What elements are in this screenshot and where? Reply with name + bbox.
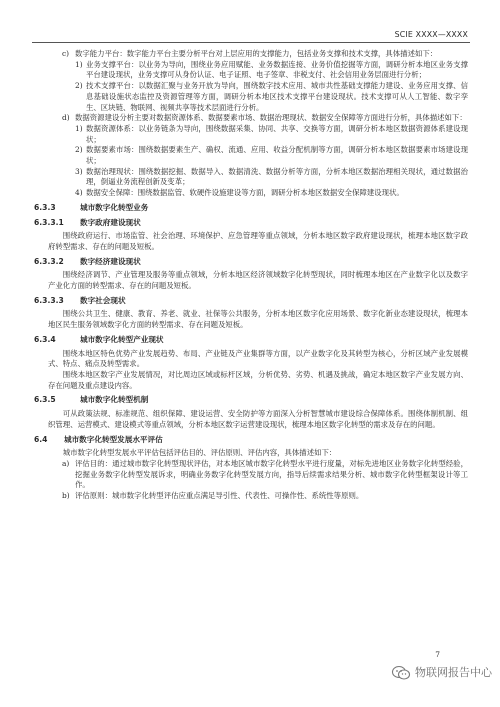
wechat-icon bbox=[391, 665, 411, 681]
section-heading bbox=[34, 395, 468, 406]
sub-marker: 3) bbox=[75, 166, 83, 176]
standard-code: SCIE XXXX—XXXX bbox=[394, 30, 468, 39]
list-item-b bbox=[48, 491, 468, 502]
section-heading bbox=[34, 335, 468, 346]
header-divider bbox=[32, 42, 470, 43]
watermark bbox=[391, 665, 492, 681]
section-number: 6.3.3.3 bbox=[34, 295, 64, 305]
section-number: 6.3.3.2 bbox=[34, 256, 64, 266]
section-heading bbox=[34, 218, 468, 229]
item-marker: a) bbox=[62, 458, 70, 468]
section-paragraph: 围绕经济调节、产业管理及服务等重点领域，分析本地区经济领域数字化转型现状，同时梳理本地区在产业数字化以及数字产业化方面的转型需求、存在的问题及短板。 bbox=[48, 270, 468, 291]
sub-marker: 1) bbox=[75, 59, 83, 69]
sub-marker: 2) bbox=[75, 145, 83, 155]
item-marker: b) bbox=[62, 491, 70, 501]
sub-text: 技术支撑平台：以数据汇聚与业务开放为导向，围绕数字技术应用、城市共性基础支撑能力建设、业务应用支撑、信息基础设施状态监控及资源管理等方面，调研分析本地区技术支撑平台建设现状。技术支撑可从人工智能、数字孪生、区块链、物联网、视频共享等技术层面进行分析。 bbox=[86, 81, 468, 112]
item-text: 数字能力平台：数字能力平台主要分析平台对上层应用的支撑能力，包括业务支撑和技术支撑，具体描述如下： bbox=[75, 49, 438, 58]
section-paragraph: 围绕政府运行、市场监管、社会治理、环境保护、应急管理等重点领域，分析本地区数字政府建设现状，梳理本地区数字政府转型需求、存在的问题及短板。 bbox=[48, 231, 468, 251]
section-paragraph: 围绕本地区特色优势产业发展趋势、布局、产业链及产业集群等方面，以产业数字化及其转型为核心，分析区域产业发展模式、特点、痛点及转型需求。 bbox=[48, 348, 468, 369]
item-text: 数据资源建设分析主要对数据资源体系、数据要素市场、数据治理现状、数据安全保障等方面进行分析，具体描述如下： bbox=[75, 113, 467, 123]
section-number: 6.3.3 bbox=[34, 202, 56, 212]
section-title: 数字经济建设现状 bbox=[80, 256, 141, 266]
section-heading bbox=[34, 296, 468, 307]
page-number: 7 bbox=[435, 650, 440, 659]
section-title: 数字政府建设现状 bbox=[80, 217, 141, 227]
section-heading bbox=[34, 257, 468, 268]
section-number: 6.3.5 bbox=[34, 395, 56, 405]
item-text: 评估原则：城市数字化转型评估应重点满足导引性、代表性、可操作性、系统性等原则。 bbox=[75, 491, 364, 501]
item-marker: c) bbox=[62, 49, 70, 58]
section-paragraph: 围绕公共卫生、健康、教育、养老、就业、社保等公共服务，分析本地区数字化应用场景、数字化新业态建设现状，梳理本地区民生服务领域数字化方面的转型需求、存在问题及短板。 bbox=[48, 309, 468, 330]
section-paragraph: 可从政策法规、标准规范、组织保障、建设运营、安全防护等方面深入分析智慧城市建设综合保障体系。围绕体制机制、组织管理、运营模式、建设模式等重点领域，分析本地区数字运营建设现状，梳理本地区数字化转型的需求及存在的问题。 bbox=[48, 409, 468, 429]
section-heading bbox=[34, 203, 468, 214]
sub-text: 数据治理现状：围绕数据挖掘、数据导入、数据清洗、数据分析等方面，分析本地区数据治理相关现状，通过数据治理，倒逼业务流程创新及变革； bbox=[86, 166, 468, 187]
section-title: 数字社会现状 bbox=[80, 295, 126, 305]
sub-text: 数据安全保障：围绕数据监管、软硬件设施建设等方面，调研分析本地区数据安全保障建设现状。 bbox=[86, 188, 404, 198]
section-paragraph: 围绕本地区数字产业发展情况，对比周边区域或标杆区域，分析优势、劣势、机遇及挑战，确定本地区数字产业发展方向、存在问题及重点建设内容。 bbox=[48, 369, 468, 390]
sub-marker: 2) bbox=[75, 81, 83, 91]
section-title: 城市数字化转型业务 bbox=[80, 202, 149, 212]
item-marker: d) bbox=[62, 113, 70, 123]
sub-text: 业务支撑平台：以业务为导向，围绕业务应用赋能、业务数据连接、业务价值挖掘等方面，调研分析本地区业务支撑平台建设现状，业务支撑可从身份认证、电子证照、电子签章、非税支付、社会信用业务层面进行分析； bbox=[86, 59, 468, 80]
list-item-c bbox=[48, 49, 468, 113]
list-item-a bbox=[48, 459, 468, 491]
section-number: 6.3.3.1 bbox=[34, 217, 64, 227]
section-paragraph: 城市数字化转型发展水平评估包括评估目的、评估原则、评估内容，具体描述如下： bbox=[62, 448, 337, 458]
section-title: 城市数字化转型产业现状 bbox=[80, 334, 164, 344]
section-number: 6.4 bbox=[34, 434, 48, 444]
sub-text: 数据资源体系：以业务链条为导向，围绕数据采集、协同、共享、交换等方面，调研分析本地区数据资源体系建设现状； bbox=[86, 123, 468, 144]
sub-text: 数据要素市场：围绕数据要素生产、确权、流通、应用、收益分配机制等方面，调研分析本地区数据要素市场建设现状； bbox=[86, 145, 468, 166]
document-body bbox=[34, 49, 468, 502]
watermark-text: 物联网报告中心 bbox=[415, 665, 492, 679]
section-heading bbox=[34, 435, 468, 446]
sub-marker: 4) bbox=[75, 188, 83, 198]
sub-marker: 1) bbox=[75, 123, 83, 133]
item-text: 评估目的：通过城市数字化转型现状评估，对本地区城市数字化转型水平进行度量，对标先进地区业务数字化转型经验，挖掘业务数字化转型发展诉求，明确业务数字化转型发展方向，指导后续需求结果分析、城市数字化转型框架设计等工作。 bbox=[75, 458, 468, 490]
section-title: 城市数字化转型发展水平评估 bbox=[64, 434, 163, 444]
section-number: 6.3.4 bbox=[34, 334, 56, 344]
section-title: 城市数字化转型机制 bbox=[80, 395, 149, 405]
list-item-d bbox=[48, 113, 468, 199]
